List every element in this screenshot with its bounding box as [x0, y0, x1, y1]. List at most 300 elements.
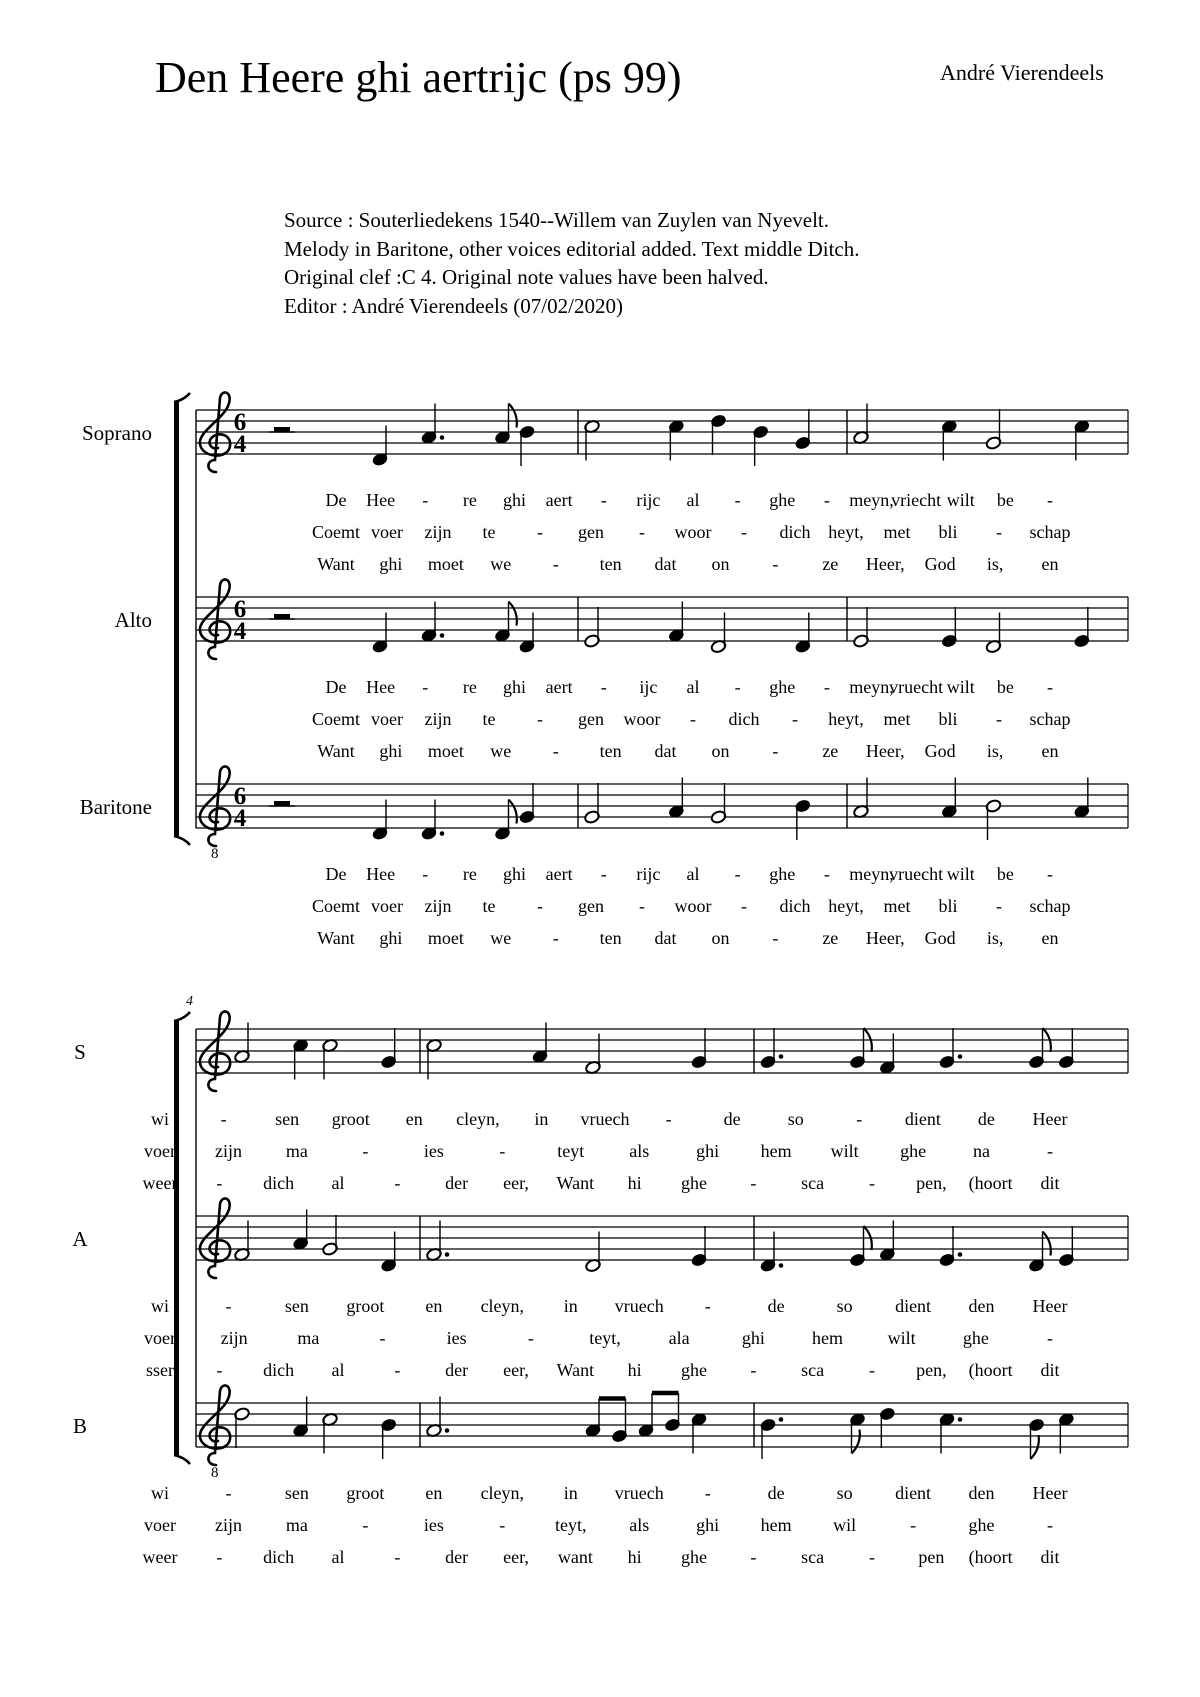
lyric-syllable: -: [422, 864, 429, 884]
lyric-syllable: eer,: [503, 1173, 529, 1193]
time-sig-bottom: 4: [233, 805, 247, 832]
lyric-syllable: ghe: [900, 1141, 927, 1161]
lyric-syllable: te: [482, 896, 496, 916]
lyric-syllable: -: [734, 864, 741, 884]
lyric-syllable: dit: [1040, 1547, 1060, 1567]
lyric-syllable: De: [325, 490, 347, 510]
lyric-syllable: bli: [938, 896, 958, 916]
lyric-syllable: der: [445, 1173, 469, 1193]
lyric-syllable: -: [1047, 1328, 1053, 1348]
lyric-syllable: so: [836, 1483, 853, 1503]
lyric-syllable: Want: [556, 1360, 595, 1380]
lyric-syllable: den: [968, 1483, 995, 1503]
lyric-syllable: en: [425, 1483, 443, 1503]
lyric-syllable: -: [216, 1547, 223, 1567]
lyric-syllable: dient: [904, 1109, 941, 1129]
half-rest-icon: [274, 427, 290, 432]
lyric-syllable: ghi: [379, 928, 403, 948]
lyric-syllable: -: [362, 1141, 369, 1161]
lyric-syllable: ghi: [379, 741, 403, 761]
staff-name: A: [72, 1227, 88, 1251]
lyric-syllable: dich: [263, 1360, 295, 1380]
lyric-syllable: ghe: [968, 1515, 995, 1535]
lyric-syllable: ma: [297, 1328, 320, 1348]
lyric-syllable: als: [629, 1515, 650, 1535]
note: [691, 1028, 708, 1069]
lyric-syllable: Heer: [1032, 1109, 1068, 1129]
lyric-syllable: gen: [578, 709, 604, 729]
lyric-syllable: ze: [822, 928, 839, 948]
lyric-syllable: dit: [1040, 1173, 1060, 1193]
lyric-syllable: ghe: [962, 1328, 989, 1348]
lyric-syllable: -: [362, 1515, 369, 1535]
lyric-syllable: (hoort: [968, 1173, 1013, 1193]
lyric-syllable: vruech: [614, 1483, 664, 1503]
lyric-syllable: der: [445, 1547, 469, 1567]
lyric-syllable: der: [445, 1360, 469, 1380]
note: [380, 1418, 397, 1459]
lyric-syllable: zijn: [214, 1515, 242, 1535]
note: [691, 1226, 708, 1267]
lyric-syllable: teyt,: [555, 1515, 587, 1535]
lyric-syllable: dient: [895, 1296, 932, 1316]
lyric-syllable: is,: [986, 928, 1004, 948]
half-rest-icon: [274, 801, 290, 806]
lyric-syllable: ten: [599, 554, 622, 574]
lyric-syllable: met: [883, 522, 911, 542]
lyric-syllable: so: [787, 1109, 804, 1129]
lyric-syllable: -: [996, 709, 1002, 729]
lyric-syllable: -: [499, 1141, 506, 1161]
lyric-syllable: gen: [578, 522, 604, 542]
lyric-syllable: God: [924, 554, 956, 574]
lyric-syllable: wi: [151, 1296, 169, 1316]
score-system: [72, 994, 1128, 1568]
lyric-syllable: Want: [317, 928, 355, 948]
lyric-syllable: de: [767, 1483, 785, 1503]
lyric-syllable: vriecht: [891, 490, 942, 510]
lyric-syllable: pen,: [916, 1173, 947, 1193]
note: [380, 1028, 397, 1069]
lyric-syllable: in: [563, 1296, 578, 1316]
lyric-syllable: hem: [760, 1515, 792, 1535]
lyric-syllable: te: [482, 522, 496, 542]
lyric-syllable: cleyn,: [456, 1109, 500, 1129]
staff-name: Baritone: [79, 795, 152, 819]
lyric-syllable: ten: [599, 741, 622, 761]
lyric-syllable: na: [973, 1141, 991, 1161]
lyric-syllable: moet: [427, 741, 464, 761]
lyric-syllable: sser: [146, 1360, 174, 1380]
note: [879, 1407, 896, 1448]
lyric-syllable: in: [563, 1483, 578, 1503]
lyric-syllable: re: [462, 490, 477, 510]
lyric-syllable: want: [557, 1547, 593, 1567]
lyric-syllable: vruech: [614, 1296, 664, 1316]
note: [519, 783, 536, 824]
lyric-syllable: ghi: [379, 554, 403, 574]
lyric-syllable: -: [750, 1360, 757, 1380]
lyric-syllable: de: [977, 1109, 995, 1129]
lyric-syllable: (hoort: [968, 1360, 1013, 1380]
staff-name: S: [74, 1040, 86, 1064]
lyric-syllable: sen: [284, 1483, 309, 1503]
lyric-syllable: -: [869, 1547, 875, 1567]
lyric-syllable: gen: [578, 896, 604, 916]
lyric-syllable: de: [767, 1296, 785, 1316]
lyric-syllable: we: [490, 554, 512, 574]
lyric-syllable: voer: [144, 1515, 176, 1535]
staff-name: Alto: [114, 608, 152, 632]
lyric-syllable: -: [1047, 864, 1053, 884]
lyric-syllable: re: [462, 677, 477, 697]
lyric-syllable: -: [225, 1296, 232, 1316]
note: [1028, 1028, 1051, 1069]
lyric-syllable: ghe: [769, 864, 796, 884]
lyric-syllable: teyt: [557, 1141, 585, 1161]
lyric-syllable: -: [552, 554, 559, 574]
lyric-syllable: ghe: [681, 1360, 707, 1380]
lyric-syllable: -: [869, 1360, 875, 1380]
time-sig-bottom: 4: [233, 618, 247, 645]
staff: [72, 1198, 1128, 1381]
lyric-syllable: -: [1047, 677, 1053, 697]
lyric-syllable: ghi: [502, 677, 527, 697]
note: [985, 799, 1002, 840]
lyric-syllable: al: [331, 1360, 345, 1380]
lyric-syllable: -: [823, 677, 830, 697]
lyric-syllable: -: [600, 864, 607, 884]
lyric-syllable: -: [225, 1483, 232, 1503]
lyric-syllable: bli: [938, 709, 958, 729]
lyric-syllable: -: [527, 1328, 534, 1348]
lyric-syllable: in: [534, 1109, 549, 1129]
lyric-syllable: hi: [627, 1360, 642, 1380]
lyric-syllable: ies: [423, 1141, 444, 1161]
lyric-syllable: te: [482, 709, 496, 729]
lyric-syllable: re: [462, 864, 477, 884]
lyric-syllable: dich: [779, 896, 811, 916]
note: [853, 607, 870, 648]
note: [519, 425, 536, 466]
lyric-syllable: so: [836, 1296, 853, 1316]
lyric-syllable: aert: [545, 490, 573, 510]
lyric-syllable: -: [772, 928, 779, 948]
lyric-syllable: -: [704, 1483, 711, 1503]
lyric-syllable: -: [690, 709, 696, 729]
note: [752, 425, 769, 466]
lyric-syllable: (hoort: [968, 1547, 1013, 1567]
lyric-syllable: ala: [668, 1328, 690, 1348]
lyric-syllable: Coemt: [312, 522, 360, 542]
lyric-syllable: dich: [728, 709, 760, 729]
lyric-syllable: vruecht: [889, 677, 944, 697]
lyric-syllable: -: [996, 522, 1002, 542]
lyric-syllable: ma: [285, 1515, 308, 1535]
lyric-syllable: ze: [822, 554, 839, 574]
lyric-syllable: heyt,: [828, 896, 864, 916]
lyric-syllable: -: [394, 1360, 401, 1380]
lyric-syllable: groot: [346, 1483, 385, 1503]
lyric-syllable: -: [734, 490, 741, 510]
lyric-syllable: wilt: [946, 677, 975, 697]
lyric-syllable: be: [996, 864, 1014, 884]
lyric-syllable: zijn: [424, 896, 452, 916]
time-sig-top: 6: [233, 783, 247, 810]
lyric-syllable: wil: [833, 1515, 857, 1535]
lyric-syllable: -: [1047, 490, 1053, 510]
lyric-syllable: we: [490, 741, 512, 761]
note: [794, 409, 811, 450]
lyric-syllable: cleyn,: [480, 1483, 525, 1503]
lyric-syllable: sen: [275, 1109, 300, 1129]
lyric-syllable: Want: [317, 741, 355, 761]
staff-name: B: [72, 1414, 88, 1438]
composer-name: André Vierendeels: [940, 60, 1104, 85]
lyric-syllable: -: [379, 1328, 386, 1348]
octave-mark: 8: [211, 1465, 219, 1481]
lyric-syllable: met: [883, 896, 911, 916]
lyric-syllable: al: [686, 677, 700, 697]
note: [1073, 607, 1090, 648]
lyric-syllable: voer: [371, 709, 403, 729]
lyric-syllable: dat: [654, 741, 677, 761]
lyric-syllable: dient: [895, 1483, 932, 1503]
lyric-syllable: God: [924, 741, 956, 761]
score-system: [80, 392, 1128, 948]
lyric-syllable: sca: [801, 1173, 825, 1193]
lyric-syllable: groot: [346, 1296, 385, 1316]
lyric-syllable: ies: [423, 1515, 444, 1535]
lyric-syllable: -: [665, 1109, 672, 1129]
lyric-syllable: -: [216, 1360, 223, 1380]
note: [849, 1226, 872, 1267]
note: [584, 607, 601, 648]
lyric-syllable: -: [750, 1173, 757, 1193]
lyric-syllable: -: [772, 554, 779, 574]
lyric-syllable: eer,: [503, 1360, 529, 1380]
lyric-syllable: Want: [317, 554, 355, 574]
lyric-syllable: wilt: [830, 1141, 859, 1161]
lyric-syllable: -: [552, 741, 559, 761]
lyric-syllable: voer: [371, 896, 403, 916]
lyric-syllable: we: [490, 928, 512, 948]
note: [760, 1417, 784, 1459]
measure-number: 4: [186, 994, 193, 1009]
lyric-syllable: hem: [760, 1141, 792, 1161]
octave-mark: 8: [211, 846, 219, 862]
note: [985, 409, 1002, 450]
lyric-syllable: -: [422, 677, 429, 697]
lyric-syllable: God: [924, 928, 956, 948]
lyric-syllable: de: [723, 1109, 741, 1129]
lyric-syllable: aert: [545, 864, 573, 884]
lyric-syllable: al: [331, 1173, 345, 1193]
lyric-syllable: wilt: [887, 1328, 916, 1348]
note: [1058, 1028, 1075, 1069]
note: [849, 1028, 872, 1069]
lyric-syllable: al: [686, 490, 700, 510]
lyric-syllable: dit: [1040, 1360, 1060, 1380]
lyric-syllable: bli: [938, 522, 958, 542]
lyric-syllable: Want: [556, 1173, 595, 1193]
lyric-syllable: ies: [446, 1328, 467, 1348]
lyric-syllable: rijc: [636, 490, 661, 510]
lyric-syllable: -: [639, 522, 645, 542]
lyric-syllable: en: [405, 1109, 423, 1129]
lyric-syllable: zijn: [424, 709, 452, 729]
lyric-syllable: -: [996, 896, 1002, 916]
lyric-syllable: -: [734, 677, 741, 697]
lyric-syllable: woor: [674, 896, 712, 916]
lyric-syllable: Hee: [366, 864, 396, 884]
note: [941, 607, 958, 648]
lyric-syllable: Hee: [366, 490, 396, 510]
lyric-syllable: zijn: [424, 522, 452, 542]
note: [760, 1028, 784, 1069]
note: [584, 783, 601, 824]
lyric-syllable: -: [394, 1173, 401, 1193]
lyric-syllable: -: [220, 1109, 227, 1129]
lyric-syllable: ghi: [696, 1515, 720, 1535]
lyric-syllable: -: [856, 1109, 863, 1129]
lyric-syllable: en: [1041, 554, 1059, 574]
lyric-syllable: hi: [627, 1173, 642, 1193]
lyric-syllable: vruecht: [889, 864, 944, 884]
lyric-syllable: moet: [427, 554, 464, 574]
lyric-syllable: -: [537, 522, 543, 542]
lyric-syllable: Coemt: [312, 709, 360, 729]
lyric-syllable: ghe: [681, 1547, 707, 1567]
lyric-syllable: is,: [986, 554, 1004, 574]
lyric-syllable: ijc: [639, 677, 658, 697]
note-line-source: Source : Souterliedekens 1540--Willem van Zuylen van Nyevelt.: [284, 208, 830, 232]
staff-name: Soprano: [82, 421, 152, 445]
staff: [82, 392, 1128, 574]
lyric-syllable: -: [750, 1547, 757, 1567]
lyric-syllable: -: [394, 1547, 401, 1567]
lyric-syllable: woor: [674, 522, 712, 542]
lyric-syllable: sca: [801, 1360, 825, 1380]
lyric-syllable: sen: [284, 1296, 309, 1316]
lyric-syllable: aert: [545, 677, 573, 697]
staff: [73, 1385, 1128, 1568]
lyric-syllable: -: [1047, 1141, 1053, 1161]
lyric-syllable: voer: [371, 522, 403, 542]
lyric-syllable: heyt,: [828, 709, 864, 729]
lyric-syllable: Coemt: [312, 896, 360, 916]
system-bracket: [174, 1021, 179, 1455]
lyric-syllable: zijn: [214, 1141, 242, 1161]
lyric-syllable: meyn,: [849, 490, 894, 510]
lyric-syllable: ma: [285, 1141, 308, 1161]
lyric-syllable: al: [686, 864, 700, 884]
lyric-syllable: -: [537, 896, 543, 916]
staff: [115, 579, 1128, 761]
lyric-syllable: als: [629, 1141, 650, 1161]
lyric-syllable: schap: [1029, 896, 1071, 916]
lyric-syllable: dich: [779, 522, 811, 542]
lyric-syllable: on: [711, 928, 730, 948]
note: [710, 783, 727, 824]
half-rest-icon: [274, 614, 290, 619]
lyric-syllable: ghe: [681, 1173, 707, 1193]
lyric-syllable: on: [711, 741, 730, 761]
lyric-syllable: groot: [331, 1109, 370, 1129]
lyric-syllable: weer: [142, 1547, 178, 1567]
lyric-syllable: wilt: [946, 864, 975, 884]
lyric-syllable: wi: [151, 1483, 169, 1503]
lyric-syllable: pen: [918, 1547, 945, 1567]
lyric-syllable: en: [425, 1296, 443, 1316]
lyric-syllable: -: [792, 709, 798, 729]
lyric-syllable: Heer,: [865, 554, 905, 574]
staff: [80, 766, 1128, 948]
note-line-clef: Original clef :C 4. Original note values have been halved.: [284, 265, 769, 289]
lyric-syllable: -: [499, 1515, 506, 1535]
lyric-syllable: ghi: [502, 490, 527, 510]
lyric-syllable: en: [1041, 928, 1059, 948]
note: [710, 414, 727, 455]
time-sig-bottom: 4: [233, 431, 247, 458]
lyric-syllable: Heer,: [865, 741, 905, 761]
note: [234, 1407, 251, 1448]
lyric-syllable: -: [823, 864, 830, 884]
lyric-syllable: meyn,: [849, 677, 894, 697]
lyric-syllable: hem: [812, 1328, 843, 1348]
time-sig-top: 6: [233, 409, 247, 436]
lyric-syllable: wilt: [946, 490, 975, 510]
lyric-syllable: -: [772, 741, 779, 761]
lyric-syllable: be: [996, 490, 1014, 510]
lyric-syllable: voer: [144, 1328, 176, 1348]
lyric-syllable: -: [910, 1515, 917, 1535]
staff: [74, 1011, 1128, 1194]
lyric-syllable: dat: [654, 928, 677, 948]
lyric-syllable: dich: [263, 1173, 295, 1193]
lyric-syllable: ghe: [769, 677, 796, 697]
lyric-syllable: -: [741, 522, 747, 542]
time-sig-top: 6: [233, 596, 247, 623]
lyric-syllable: ghe: [769, 490, 796, 510]
lyric-syllable: on: [711, 554, 730, 574]
lyric-syllable: ghi: [502, 864, 527, 884]
lyric-syllable: meyn,: [849, 864, 894, 884]
lyric-syllable: weer: [142, 1173, 178, 1193]
lyric-syllable: woor: [623, 709, 661, 729]
lyric-syllable: zijn: [220, 1328, 248, 1348]
lyric-syllable: ghi: [696, 1141, 720, 1161]
note: [794, 799, 811, 840]
note: [1058, 1226, 1075, 1267]
lyric-syllable: voer: [144, 1141, 176, 1161]
note: [939, 1226, 963, 1267]
lyric-syllable: schap: [1029, 522, 1071, 542]
lyric-syllable: heyt,: [828, 522, 864, 542]
lyric-syllable: Hee: [366, 677, 396, 697]
lyric-syllable: teyt,: [589, 1328, 621, 1348]
lyric-syllable: vruech: [580, 1109, 630, 1129]
lyric-syllable: -: [600, 677, 607, 697]
lyric-syllable: wi: [151, 1109, 169, 1129]
note: [939, 1028, 963, 1069]
lyric-syllable: Heer,: [865, 928, 905, 948]
lyric-syllable: dich: [263, 1547, 295, 1567]
lyric-syllable: al: [331, 1547, 345, 1567]
lyric-syllable: -: [552, 928, 559, 948]
lyric-syllable: -: [869, 1173, 875, 1193]
lyric-syllable: dat: [654, 554, 677, 574]
